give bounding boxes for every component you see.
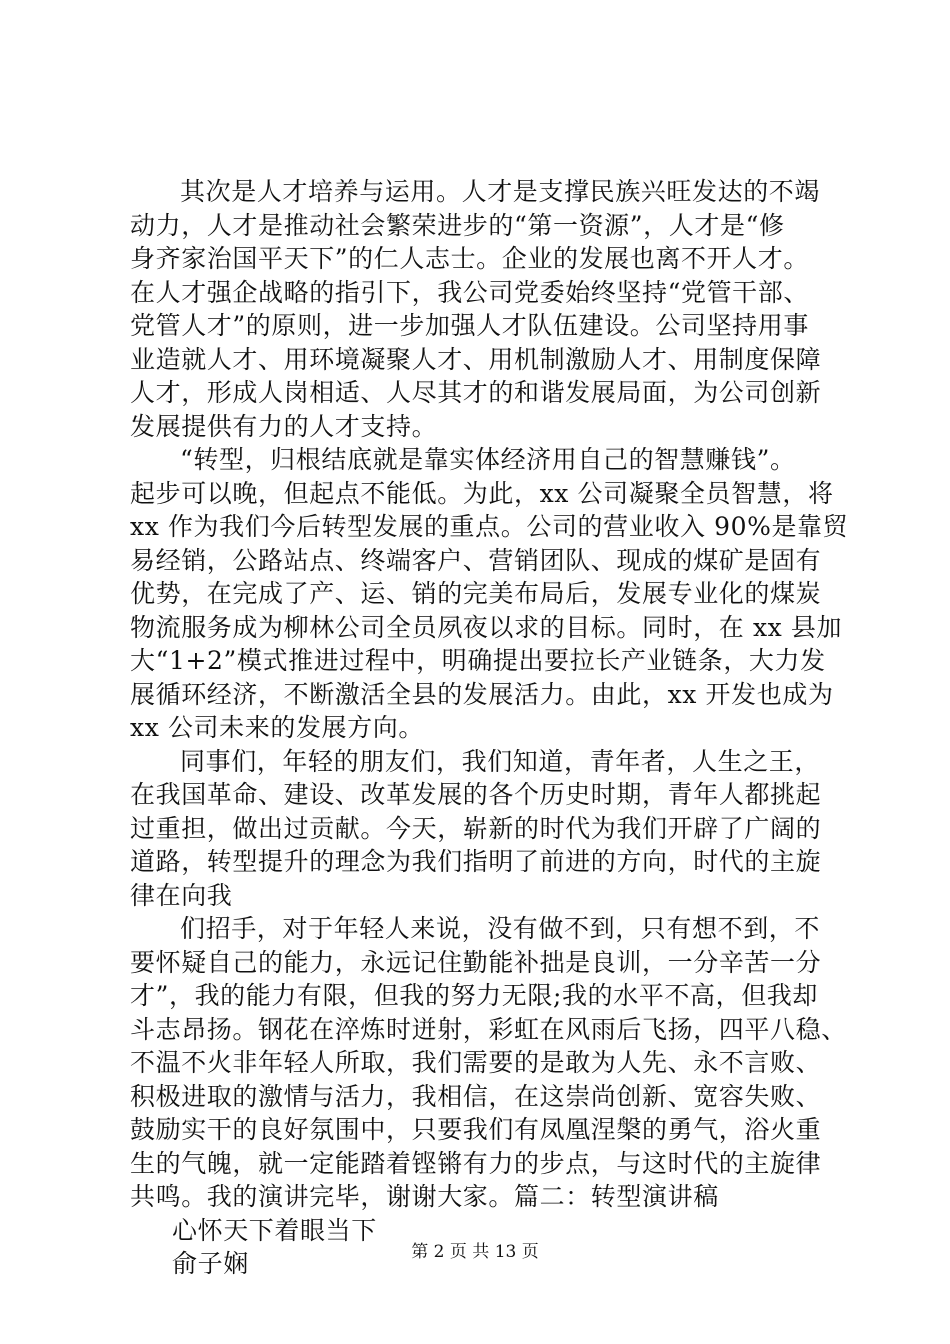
paragraph-line: 业造就人才、用环境凝聚人才、用机制激励人才、用制度保障 <box>130 344 822 374</box>
paragraph-line: 易经销，公路站点、终端客户、营销团队、现成的煤矿是固有 <box>130 545 822 575</box>
paragraph-line: 律在向我 <box>130 880 233 910</box>
paragraph-line: 物流服务成为柳林公司全员夙夜以求的目标。同时，在 xx 县加 <box>130 612 843 642</box>
paragraph-line: 其次是人才培养与运用。人才是支撑民族兴旺发达的不竭 <box>180 177 821 206</box>
paragraph-line: 在我国革命、建设、改革发展的各个历史时期，青年人都挑起 <box>130 780 822 809</box>
paragraph-line: 过重担，做出过贡献。今天，崭新的时代为我们开辟了广阔的 <box>130 813 822 843</box>
paragraph-line: 动力，人才是推动社会繁荣进步的“第一资源”，人才是“修 <box>130 210 785 240</box>
paragraph-line: 人才，形成人岗相适、人尽其才的和谐发展局面，为公司创新 <box>130 378 822 407</box>
paragraph-line: 展循环经济，不断激活全县的发展活力。由此，xx 开发也成为 <box>130 679 834 709</box>
author-name: 俞子娴 <box>172 1249 249 1278</box>
paragraph-line: xx 公司未来的发展方向。 <box>130 713 424 742</box>
paragraph-line: 道路，转型提升的理念为我们指明了前进的方向，时代的主旋 <box>130 847 822 876</box>
paragraph-line: 发展提供有力的人才支持。 <box>130 411 438 441</box>
page-footer: 第 2 页 共 13 页 <box>411 1242 539 1262</box>
paragraph-line: 身齐家治国平天下”的仁人志士。企业的发展也离不开人才。 <box>130 244 809 273</box>
section-title: 心怀天下着眼当下 <box>172 1215 377 1245</box>
paragraph-line: 积极进取的激情与活力，我相信，在这崇尚创新、宽容失败、 <box>130 1081 822 1111</box>
paragraph-line: 起步可以晚，但起点不能低。为此，xx 公司凝聚全员智慧，将 <box>130 478 834 508</box>
paragraph-line: 大“1+2”模式推进过程中，明确提出要拉长产业链条，大力发 <box>130 646 826 675</box>
paragraph-line: 才”，我的能力有限，但我的努力无限;我的水平不高，但我却 <box>130 981 819 1010</box>
paragraph-line: 不温不火非年轻人所取，我们需要的是敢为人先、永不言败、 <box>130 1048 822 1077</box>
paragraph-line: 在人才强企战略的指引下，我公司党委始终坚持“党管干部、 <box>130 277 809 307</box>
paragraph-line: 要怀疑自己的能力，永远记住勤能补拙是良训，一分辛苦一分 <box>130 947 822 977</box>
document-body <box>130 175 850 1281</box>
paragraph-line: 优势，在完成了产、运、销的完美布局后，发展专业化的煤炭 <box>130 579 822 608</box>
paragraph-line: “转型，归根结底就是靠实体经济用自己的智慧赚钱”。 <box>180 445 796 474</box>
paragraph-line: 生的气魄，就一定能踏着铿锵有力的步点，与这时代的主旋律 <box>130 1148 822 1178</box>
paragraph-line: 鼓励实干的良好氛围中，只要我们有凤凰涅槃的勇气，浴火重 <box>130 1115 822 1144</box>
paragraph-line: 党管人才”的原则，进一步加强人才队伍建设。公司坚持用事 <box>130 311 809 340</box>
paragraph-line: 斗志昂扬。钢花在淬炼时迸射，彩虹在风雨后飞扬，四平八稳、 <box>130 1014 847 1044</box>
paragraph-line: 共鸣。我的演讲完毕，谢谢大家。篇二：转型演讲稿 <box>130 1182 719 1211</box>
paragraph-line: 同事们，年轻的朋友们，我们知道，青年者，人生之王， <box>180 746 821 776</box>
paragraph-line: 们招手，对于年轻人来说，没有做不到，只有想不到，不 <box>180 914 821 943</box>
paragraph-line: xx 作为我们今后转型发展的重点。公司的营业收入 90%是靠贸 <box>130 512 849 541</box>
